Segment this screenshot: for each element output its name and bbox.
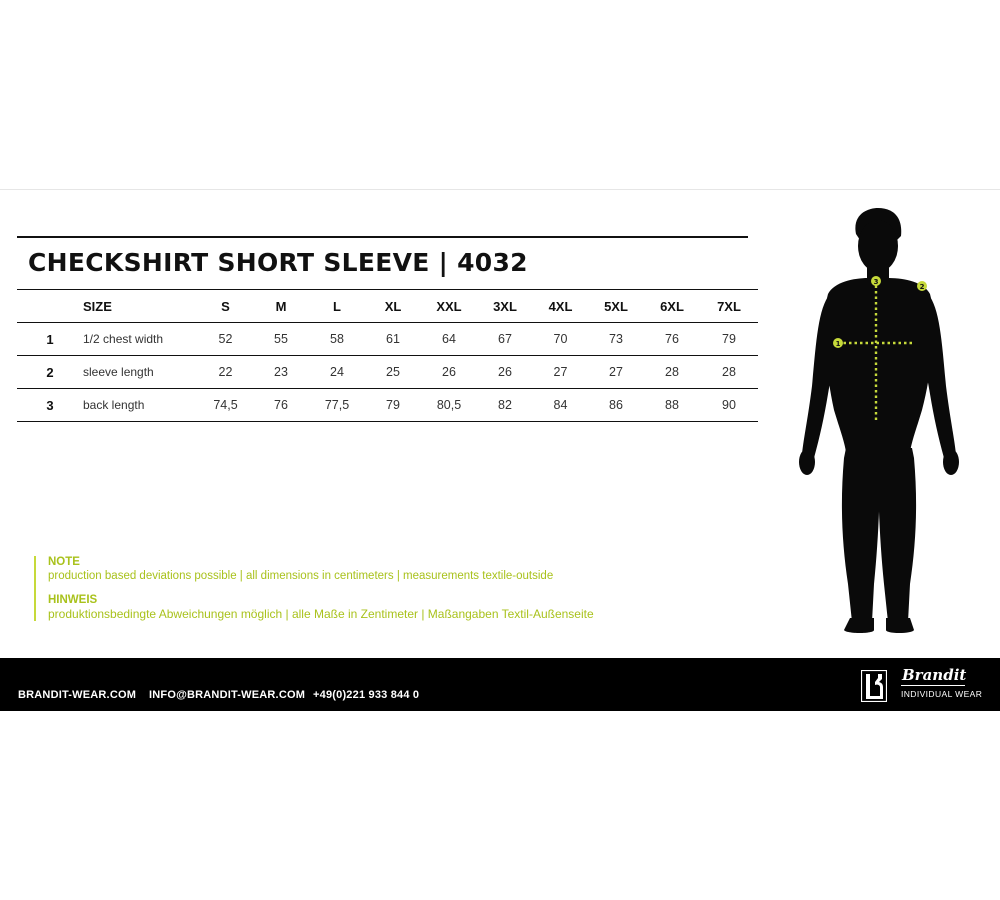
note-block-en bbox=[48, 556, 594, 583]
brand-b-logo-icon bbox=[861, 670, 887, 702]
row-label: 1/2 chest width bbox=[83, 323, 198, 356]
footer-phone: +49(0)221 933 844 0 bbox=[313, 689, 420, 701]
table-cell: 67 bbox=[477, 323, 533, 356]
table-cell: 86 bbox=[588, 389, 644, 422]
table-cell: 76 bbox=[644, 323, 700, 356]
header-size-6xl: 6XL bbox=[644, 290, 700, 323]
table-cell: 24 bbox=[309, 356, 365, 389]
table-cell: 61 bbox=[365, 323, 421, 356]
measurement-figure bbox=[790, 204, 970, 636]
table-cell: 74,5 bbox=[198, 389, 253, 422]
table-cell: 26 bbox=[421, 356, 477, 389]
marker-2-label: 2 bbox=[919, 283, 925, 291]
note-text: production based deviations possible | all dimensions in centimeters | measurements textile-outside bbox=[48, 570, 554, 582]
header-size-m: M bbox=[253, 290, 309, 323]
marker-1-label: 1 bbox=[835, 340, 841, 348]
table-cell: 27 bbox=[533, 356, 588, 389]
table-cell: 84 bbox=[533, 389, 588, 422]
table-cell: 90 bbox=[700, 389, 758, 422]
table-cell: 28 bbox=[700, 356, 758, 389]
table-cell: 70 bbox=[533, 323, 588, 356]
footer-bar bbox=[0, 658, 1000, 711]
table-cell: 22 bbox=[198, 356, 253, 389]
table-cell: 27 bbox=[588, 356, 644, 389]
table-header-row bbox=[17, 290, 758, 323]
table-row bbox=[17, 323, 758, 356]
marker-1 bbox=[833, 338, 843, 348]
header-num-cell bbox=[17, 290, 83, 323]
hinweis-text: produktionsbedingte Abweichungen möglich | alle Maße in Zentimeter | Maßangaben Textil-Außenseite bbox=[48, 607, 594, 621]
header-size-3xl: 3XL bbox=[477, 290, 533, 323]
note-title: NOTE bbox=[48, 556, 80, 568]
header-size-xxl: XXL bbox=[421, 290, 477, 323]
header-size-s: S bbox=[198, 290, 253, 323]
table-cell: 73 bbox=[588, 323, 644, 356]
row-label: sleeve length bbox=[83, 356, 198, 389]
brand-name: Brandit bbox=[902, 666, 967, 684]
hinweis-title: HINWEIS bbox=[48, 594, 98, 606]
table-cell: 80,5 bbox=[421, 389, 477, 422]
table-cell: 77,5 bbox=[309, 389, 365, 422]
table-cell: 88 bbox=[644, 389, 700, 422]
table-cell: 23 bbox=[253, 356, 309, 389]
table-row bbox=[17, 389, 758, 422]
page-title: CHECKSHIRT SHORT SLEEVE | 4032 bbox=[28, 248, 528, 277]
table-cell: 79 bbox=[700, 323, 758, 356]
row-number: 2 bbox=[17, 356, 83, 389]
footer-email: INFO@BRANDIT-WEAR.COM bbox=[149, 689, 306, 701]
size-table bbox=[17, 289, 758, 422]
marker-2 bbox=[917, 281, 927, 291]
footer-website: BRANDIT-WEAR.COM bbox=[18, 689, 137, 701]
table-cell: 28 bbox=[644, 356, 700, 389]
row-number: 3 bbox=[17, 389, 83, 422]
size-chart-sheet bbox=[0, 189, 1000, 711]
title-rule bbox=[17, 236, 748, 238]
header-size-xl: XL bbox=[365, 290, 421, 323]
header-size-5xl: 5XL bbox=[588, 290, 644, 323]
table-cell: 64 bbox=[421, 323, 477, 356]
note-block-de bbox=[48, 594, 594, 621]
table-cell: 76 bbox=[253, 389, 309, 422]
table-cell: 58 bbox=[309, 323, 365, 356]
marker-3-label: 3 bbox=[873, 278, 879, 286]
marker-3 bbox=[871, 276, 881, 286]
body-silhouette bbox=[799, 208, 959, 633]
table-cell: 82 bbox=[477, 389, 533, 422]
table-cell: 26 bbox=[477, 356, 533, 389]
brand-tagline: INDIVIDUAL WEAR bbox=[901, 689, 983, 699]
table-row bbox=[17, 356, 758, 389]
brand-divider bbox=[901, 685, 965, 686]
table-cell: 25 bbox=[365, 356, 421, 389]
header-size-4xl: 4XL bbox=[533, 290, 588, 323]
header-size-label: SIZE bbox=[83, 290, 198, 323]
table-cell: 52 bbox=[198, 323, 253, 356]
header-size-l: L bbox=[309, 290, 365, 323]
table-cell: 79 bbox=[365, 389, 421, 422]
table-cell: 55 bbox=[253, 323, 309, 356]
row-label: back length bbox=[83, 389, 198, 422]
header-size-7xl: 7XL bbox=[700, 290, 758, 323]
notes-section bbox=[34, 556, 594, 621]
row-number: 1 bbox=[17, 323, 83, 356]
